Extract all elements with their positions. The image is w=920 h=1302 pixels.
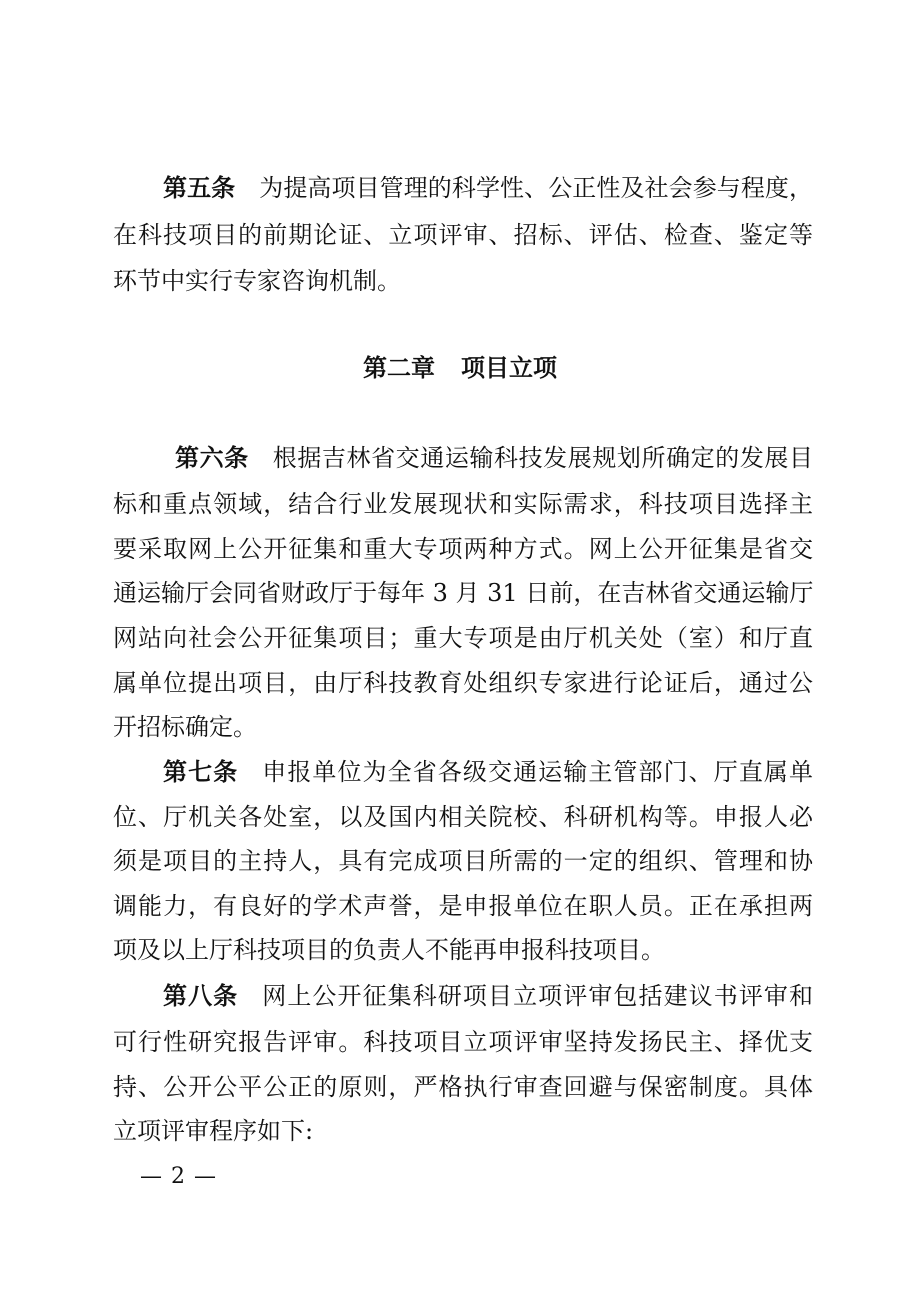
article-6-line-3: 要采取网上公开征集和重大专项两种方式。网上公开征集是省交 — [113, 535, 813, 563]
page-number: — 2 — — [140, 1164, 217, 1189]
article-7-line-5: 项及以上厅科技项目的负责人不能再申报科技项目。 — [113, 936, 665, 964]
article-7-text-1: 申报单位为全省各级交通运输主管部门、厅直属单 — [262, 758, 813, 786]
article-6-line-5: 网站向社会公开征集项目；重大专项是由厅机关处（室）和厅直 — [113, 624, 813, 652]
article-6-line-1 — [175, 443, 813, 473]
article-5-text-1: 为提高项目管理的科学性、公正性及社会参与程度， — [259, 174, 814, 202]
article-5-label: 第五条 — [163, 174, 236, 202]
chapter-number: 第二章 — [363, 354, 435, 382]
chapter-title: 项目立项 — [461, 354, 557, 382]
article-8-text-1: 网上公开征集科研项目立项评审包括建议书评审和 — [262, 982, 813, 1010]
article-6-line-6: 属单位提出项目，由厅科技教育处组织专家进行论证后，通过公 — [113, 669, 813, 697]
article-7-line-4: 调能力，有良好的学术声誉，是申报单位在职人员。正在承担两 — [113, 892, 813, 920]
article-5-line-2: 在科技项目的前期论证、立项评审、招标、评估、检查、鉴定等 — [113, 221, 813, 249]
article-8-line-1 — [163, 981, 813, 1011]
article-8-line-3: 持、公开公平公正的原则，严格执行审查回避与保密制度。具体 — [113, 1073, 813, 1101]
article-5-line-1 — [163, 173, 813, 203]
article-8-line-4: 立项评审程序如下: — [113, 1117, 314, 1145]
chapter-heading — [0, 352, 920, 384]
article-8-line-2: 可行性研究报告评审。科技项目立项评审坚持发扬民主、择优支 — [113, 1028, 813, 1056]
article-6-label: 第六条 — [175, 444, 249, 472]
article-7-line-3: 须是项目的主持人，具有完成项目所需的一定的组织、管理和协 — [113, 847, 813, 875]
article-6-line-2: 标和重点领域，结合行业发展现状和实际需求，科技项目选择主 — [113, 490, 813, 518]
article-7-line-2: 位、厅机关各处室，以及国内相关院校、科研机构等。申报人必 — [113, 803, 813, 831]
article-6-line-7: 开招标确定。 — [113, 713, 257, 741]
article-6-line-4: 通运输厅会同省财政厅于每年 3 月 31 日前，在吉林省交通运输厅 — [113, 579, 814, 607]
article-5-line-3: 环节中实行专家咨询机制。 — [113, 267, 401, 295]
article-6-text-1: 根据吉林省交通运输科技发展规划所确定的发展目 — [272, 444, 813, 472]
article-8-label: 第八条 — [163, 982, 239, 1010]
article-7-label: 第七条 — [163, 758, 239, 786]
article-7-line-1 — [163, 757, 813, 787]
